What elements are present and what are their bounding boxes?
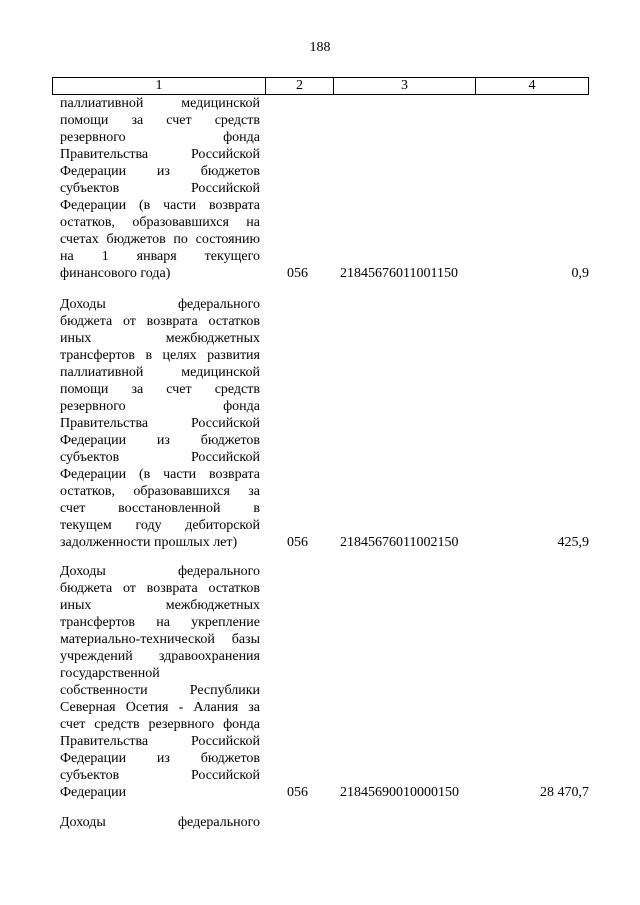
description-line: помощи за счет средств — [60, 113, 260, 128]
row-kbk: 21845676011001150 — [340, 266, 458, 281]
row-amount: 28 470,7 — [540, 785, 589, 800]
description-line: Федерации из бюджетов — [60, 433, 260, 448]
row-kbk: 21845690010000150 — [340, 785, 459, 800]
description-line: счет восстановленной в — [60, 501, 260, 516]
description-line: Правительства Российской — [60, 416, 260, 431]
description-line: резервного фонда — [60, 399, 260, 414]
description-line: трансфертов на укрепление — [60, 615, 260, 630]
description-line: задолженности прошлых лет) — [60, 535, 238, 550]
description-line: помощи за счет средств — [60, 382, 260, 397]
description-line: учреждений здравоохранения — [60, 649, 260, 664]
description-line: бюджета от возврата остатков — [60, 581, 260, 596]
header-col-3: 3 — [401, 78, 408, 93]
description-line: иных межбюджетных — [60, 598, 260, 613]
table-header — [52, 77, 589, 95]
row-description — [60, 95, 260, 282]
description-line: субъектов Российской — [60, 181, 260, 196]
header-col-4: 4 — [528, 78, 536, 93]
description-line: материально-технической базы — [60, 632, 260, 647]
row-code: 056 — [287, 266, 308, 281]
description-line: иных межбюджетных — [60, 331, 260, 346]
description-line: на 1 января текущего — [60, 249, 260, 264]
row-amount: 0,9 — [571, 266, 589, 281]
description-line: Федерации — [60, 785, 127, 800]
description-line: Федерации из бюджетов — [60, 164, 260, 179]
description-line: субъектов Российской — [60, 768, 260, 783]
description-line: резервного фонда — [60, 130, 260, 145]
header-col-2: 2 — [296, 78, 303, 93]
description-line: собственности Республики — [60, 683, 260, 698]
budget-table — [52, 77, 589, 830]
description-line: счет средств резервного фонда — [60, 717, 260, 732]
row-code: 056 — [287, 535, 308, 550]
description-line: Доходы федерального — [60, 815, 260, 830]
description-line: трансфертов в целях развития — [60, 348, 260, 363]
description-line: субъектов Российской — [60, 450, 260, 465]
description-line: бюджета от возврата остатков — [60, 314, 260, 329]
description-line: Федерации (в части возврата — [60, 467, 260, 482]
description-line: Доходы федерального — [60, 564, 260, 579]
description-line: текущем году дебиторской — [60, 518, 260, 533]
description-line: Федерации из бюджетов — [60, 751, 260, 766]
description-line: счетах бюджетов по состоянию — [60, 232, 260, 247]
description-line: Правительства Российской — [60, 734, 260, 749]
row-description — [60, 296, 260, 551]
description-line: государственной — [60, 666, 160, 681]
description-line: остатков, образовавшихся за — [60, 484, 260, 499]
row-description — [60, 814, 260, 831]
description-line: Северная Осетия - Алания за — [60, 700, 260, 715]
description-line: паллиативной медицинской — [60, 96, 260, 111]
row-kbk: 21845676011002150 — [340, 535, 459, 550]
page-number: 188 — [309, 40, 331, 55]
row-amount: 425,9 — [557, 535, 589, 550]
description-line: Доходы федерального — [60, 297, 260, 312]
description-line: финансового года) — [60, 266, 171, 281]
row-code: 056 — [287, 785, 308, 800]
description-line: паллиативной медицинской — [60, 365, 260, 380]
description-line: Федерации (в части возврата — [60, 198, 260, 213]
description-line: остатков, образовавшихся на — [60, 215, 260, 230]
description-line: Правительства Российской — [60, 147, 260, 162]
row-description — [60, 563, 260, 801]
header-col-1: 1 — [155, 78, 163, 93]
